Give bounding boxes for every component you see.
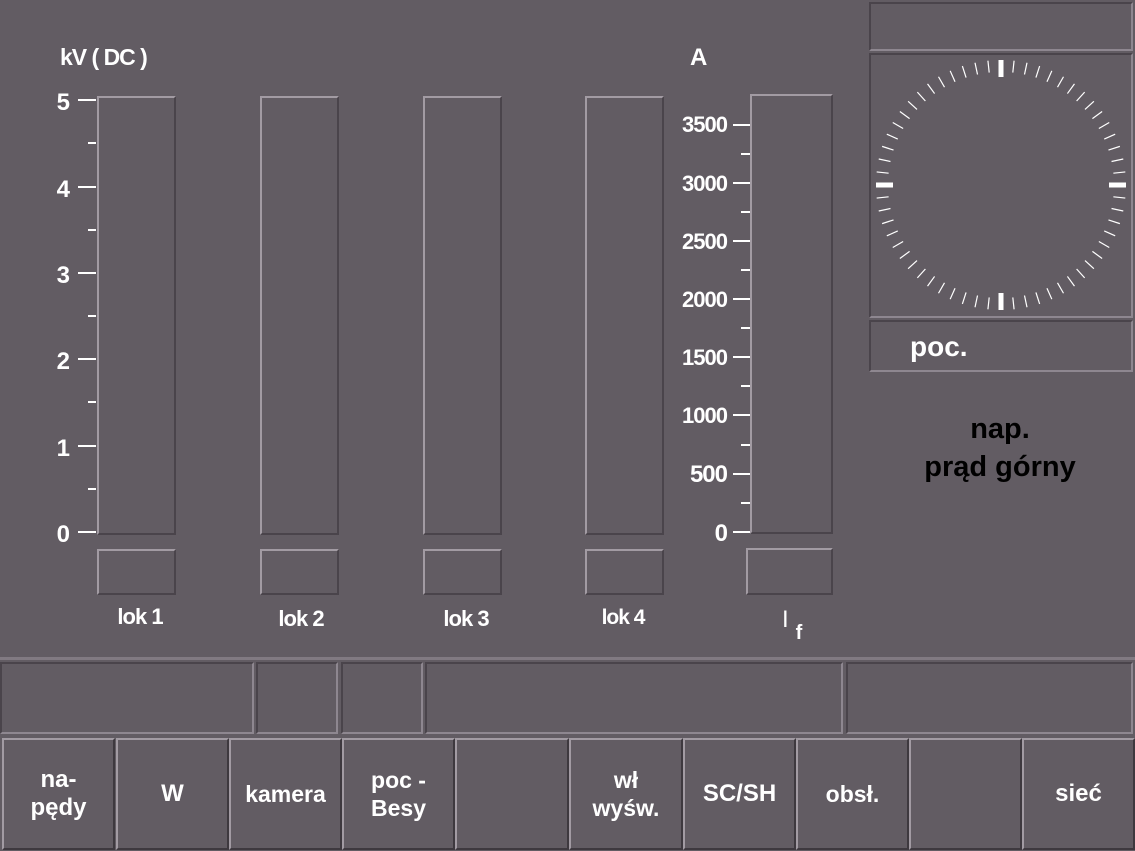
info-field-5: [846, 662, 1133, 734]
a-major-tick: [733, 298, 751, 300]
a-tick-label: 3000: [682, 171, 727, 196]
lok4-bar: [585, 96, 664, 535]
if-value-box: [746, 548, 833, 595]
if-label: [782, 606, 802, 644]
a-tick-label: 0: [714, 520, 727, 547]
a-tick-label: 3500: [682, 112, 727, 137]
clock-minute-tick: [893, 242, 903, 248]
clock-minute-tick: [879, 208, 891, 211]
kv-major-tick: [78, 186, 96, 188]
clock-minute-tick: [877, 172, 889, 173]
lok4-label: lok 4: [601, 606, 645, 629]
info-field-1: [0, 662, 254, 734]
lok4-value-box: [585, 549, 664, 595]
clock-minute-tick: [939, 77, 945, 87]
separator: [0, 657, 1135, 660]
lok2-label: lok 2: [278, 606, 324, 631]
clock-minute-tick: [1104, 134, 1115, 139]
a-major-tick: [733, 473, 751, 475]
clock-minute-tick: [1013, 61, 1014, 73]
lok3-bar: [423, 96, 502, 535]
kv-major-tick: [78, 531, 96, 533]
a-major-tick: [733, 124, 751, 126]
clock-minute-tick: [1112, 208, 1124, 211]
lok1-label: lok 1: [117, 604, 163, 629]
a-tick-label: 500: [689, 461, 727, 488]
clock-minute-tick: [887, 134, 898, 139]
clock-minute-tick: [988, 61, 989, 73]
clock-minute-tick: [1104, 231, 1115, 236]
w-button[interactable]: W: [116, 738, 229, 850]
clock-minute-tick: [882, 146, 893, 150]
kv-major-tick: [78, 358, 96, 360]
clock-minute-tick: [1108, 220, 1119, 224]
clock-minute-tick: [1013, 297, 1014, 309]
empty-button-2[interactable]: [909, 738, 1022, 850]
clock-minute-tick: [962, 66, 966, 77]
obsl-button[interactable]: obsł.: [796, 738, 909, 850]
clock-minute-tick: [1085, 101, 1094, 109]
clock-minute-tick: [908, 261, 917, 269]
a-tick-label: 1500: [682, 345, 727, 370]
clock-minute-tick: [1036, 66, 1040, 77]
clock-minute-tick: [917, 269, 925, 278]
status-text: [880, 410, 1120, 486]
lok2-bar: [260, 96, 339, 535]
clock-minute-tick: [879, 159, 891, 162]
clock-minute-tick: [917, 92, 925, 101]
a-tick-label: 1000: [682, 403, 727, 428]
clock-minute-tick: [893, 123, 903, 129]
kv-tick-label: 1: [56, 435, 70, 462]
clock-bottom-panel: [869, 320, 1133, 372]
kv-major-tick: [78, 99, 96, 101]
clock-minute-tick: [1047, 288, 1052, 299]
clock-minute-tick: [1036, 292, 1040, 303]
clock-minute-tick: [887, 231, 898, 236]
clock-minute-tick: [1092, 251, 1102, 258]
clock-minute-tick: [1113, 172, 1125, 173]
info-field-2: [256, 662, 338, 734]
kv-major-tick: [78, 445, 96, 447]
clock-minute-tick: [900, 251, 910, 258]
clock-minute-tick: [1058, 77, 1064, 87]
kv-minor-tick: [88, 488, 96, 490]
clock-minute-tick: [975, 296, 978, 308]
clock-minute-tick: [928, 276, 935, 286]
kv-tick-label: 5: [56, 89, 70, 116]
sc-sh-button[interactable]: SC/SH: [683, 738, 796, 850]
clock-minute-tick: [939, 283, 945, 293]
a-major-tick: [733, 414, 751, 416]
clock-minute-tick: [1099, 242, 1109, 248]
clock-minute-tick: [1085, 261, 1094, 269]
kv-tick-label: 3: [56, 262, 70, 289]
wl-wysw-button[interactable]: wł wyśw.: [569, 738, 683, 850]
siec-button[interactable]: sieć: [1022, 738, 1135, 850]
kv-tick-label: 0: [56, 521, 70, 548]
clock-minute-tick: [1047, 71, 1052, 82]
if-label-sub: f: [795, 621, 802, 644]
a-major-tick: [733, 531, 751, 533]
clock-top-panel: [869, 2, 1133, 51]
clock-minute-tick: [950, 71, 955, 82]
poc-besy-button[interactable]: poc - Besy: [342, 738, 455, 850]
a-tick-label: 2000: [682, 287, 727, 312]
clock-minute-tick: [1108, 146, 1119, 150]
clock-minute-tick: [1067, 84, 1074, 94]
kamera-button[interactable]: kamera: [229, 738, 342, 850]
clock-minute-tick: [950, 288, 955, 299]
clock-minute-tick: [1058, 283, 1064, 293]
clock-mode-label: poc.: [910, 331, 968, 362]
clock-dial-icon: [871, 55, 1131, 316]
kv-major-tick: [78, 272, 96, 274]
clock-minute-tick: [1113, 197, 1125, 198]
lok2-value-box: [260, 549, 339, 595]
lok1-bar: [97, 96, 176, 535]
clock-minute-tick: [988, 297, 989, 309]
clock-minute-tick: [1112, 159, 1124, 162]
clock-minute-tick: [882, 220, 893, 224]
clock-minute-tick: [928, 84, 935, 94]
status-line-2: prąd górny: [924, 451, 1076, 483]
clock-minute-tick: [1077, 92, 1085, 101]
a-major-tick: [733, 356, 751, 358]
a-major-tick: [733, 240, 751, 242]
kv-tick-label: 4: [56, 176, 70, 203]
clock-minute-tick: [1024, 63, 1027, 75]
lok3-value-box: [423, 549, 502, 595]
kv-minor-tick: [88, 401, 96, 403]
info-field-4: [425, 662, 843, 734]
a-unit-label: A: [690, 44, 707, 71]
a-major-tick: [733, 182, 751, 184]
status-line-1: nap.: [970, 413, 1030, 445]
if-label-main: I: [782, 606, 788, 633]
clock-minute-tick: [877, 197, 889, 198]
if-bar: [750, 94, 833, 534]
lok1-value-box: [97, 549, 176, 595]
clock-minute-tick: [975, 63, 978, 75]
lok3-label: lok 3: [443, 606, 489, 631]
clock-minute-tick: [962, 292, 966, 303]
clock-minute-tick: [1067, 276, 1074, 286]
clock-minute-tick: [1024, 296, 1027, 308]
info-field-3: [341, 662, 423, 734]
napedy-button[interactable]: na- pędy: [2, 738, 115, 850]
kv-minor-tick: [88, 315, 96, 317]
a-tick-label: 2500: [682, 229, 727, 254]
clock-minute-tick: [1099, 123, 1109, 129]
clock-minute-tick: [1092, 112, 1102, 119]
kv-minor-tick: [88, 229, 96, 231]
clock-minute-tick: [1077, 269, 1085, 278]
kv-minor-tick: [88, 142, 96, 144]
clock-face-panel: [869, 53, 1133, 318]
kv-unit-label: kV ( DC ): [60, 44, 147, 70]
clock-minute-tick: [900, 112, 910, 119]
clock-minute-tick: [908, 101, 917, 109]
kv-tick-label: 2: [56, 348, 70, 375]
empty-button-1[interactable]: [455, 738, 569, 850]
